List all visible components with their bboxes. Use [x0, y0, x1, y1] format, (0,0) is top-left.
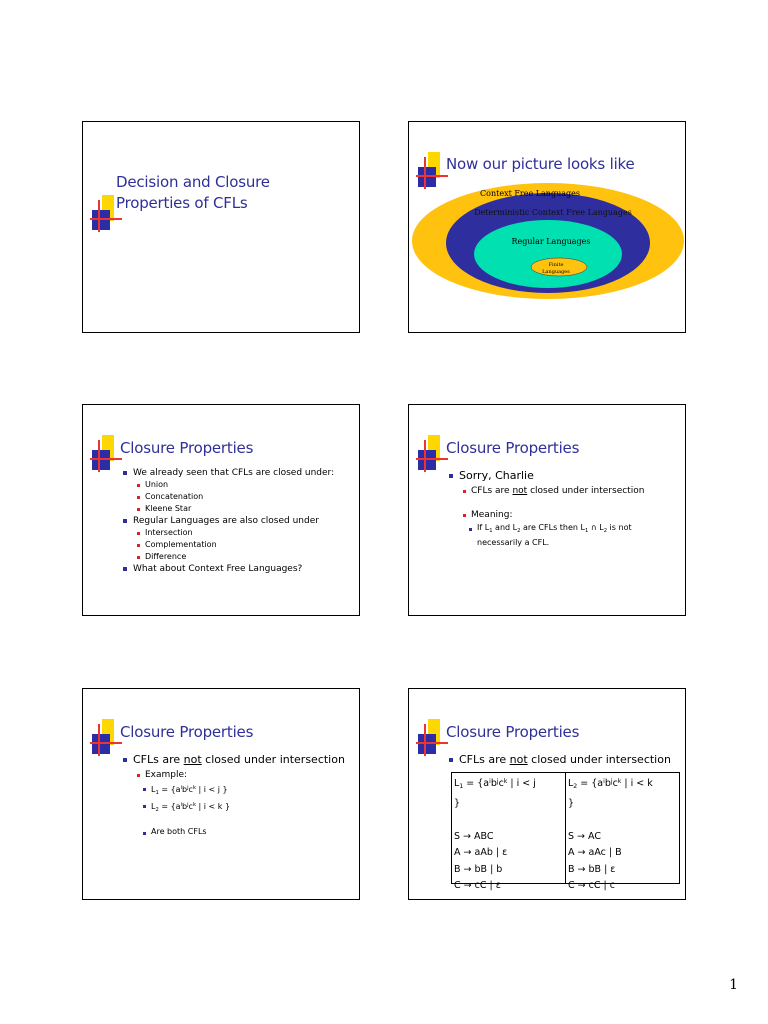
slide-5 — [82, 688, 360, 900]
language-def: $L_1 = \{a^ib^jc^k$ | i < j — [454, 778, 536, 790]
list-item: $L_2 = \{a^ib^jc^k$ | i < k } — [121, 799, 351, 816]
slide-title: Now our picture looks like — [446, 155, 635, 173]
list-item: Kleene Star — [121, 503, 351, 515]
slide-title: Closure Properties — [120, 723, 254, 741]
dcfl-label: Deterministic Context Free Languages — [474, 208, 632, 217]
slide-2 — [408, 121, 686, 333]
slide-logo-icon — [416, 435, 450, 475]
grammar-rule: A → aAb | ε — [454, 847, 508, 858]
list-item: Example: — [121, 768, 351, 782]
slide-title: Closure Properties — [120, 439, 254, 457]
list-item: CFLs are not closed under intersection — [447, 752, 677, 768]
title-line-2: Properties of CFLs — [116, 194, 248, 212]
bullet-list — [447, 752, 677, 768]
list-item: CFLs are not closed under intersection — [447, 484, 677, 498]
grammar-column-l1 — [452, 773, 565, 891]
list-item: Intersection — [121, 527, 351, 539]
language-def: $L_2 = \{a^ib^jc^k$ | i < k — [568, 778, 653, 790]
grammar-rule: S → ABC — [454, 830, 494, 842]
grammar-rule: B → bB | ε — [568, 863, 616, 875]
list-item: Sorry, Charlie — [447, 468, 677, 484]
cfl-label: Context Free Languages — [480, 189, 580, 198]
list-item: Concatenation — [121, 491, 351, 503]
bullet-list — [121, 752, 351, 838]
slide-logo-icon — [90, 719, 124, 759]
bullet-list — [447, 468, 677, 549]
list-item: What about Context Free Languages? — [121, 563, 351, 575]
language-def-close: } — [454, 797, 461, 809]
list-item: We already seen that CFLs are closed under: — [121, 467, 351, 479]
title-line-1: Decision and Closure — [116, 173, 270, 191]
grammar-column-l2 — [565, 773, 679, 891]
list-item: Difference — [121, 551, 351, 563]
list-item: Complementation — [121, 539, 351, 551]
finite-label-2: Languages — [542, 269, 570, 275]
regular-label: Regular Languages — [511, 237, 591, 246]
slide-logo-icon — [416, 719, 450, 759]
grammar-rule: C → cC | c — [568, 880, 615, 891]
regular-ellipse — [474, 220, 622, 288]
list-item: Are both CFLs — [121, 826, 351, 838]
list-item: Regular Languages are also closed under — [121, 515, 351, 527]
slide-title — [116, 172, 270, 214]
list-item: CFLs are not closed under intersection — [121, 752, 351, 768]
grammar-rule: A → aAc | B — [568, 847, 622, 858]
finite-label-1: Finite — [548, 262, 564, 268]
list-item: Meaning: — [447, 508, 677, 522]
slide-6 — [408, 688, 686, 900]
slide-4 — [408, 404, 686, 616]
grammar-rule: B → bB | b — [454, 863, 503, 875]
grammar-table — [451, 772, 680, 891]
bullet-list — [121, 467, 351, 575]
page-number: 1 — [729, 977, 738, 993]
slide-logo-icon — [90, 435, 124, 475]
slide-3 — [82, 404, 360, 616]
slide-title: Closure Properties — [446, 723, 580, 741]
slide-title: Closure Properties — [446, 439, 580, 457]
grammar-rule: S → AC — [568, 830, 601, 842]
list-item: $L_1 = \{a^ib^jc^k$ | i < j } — [121, 782, 351, 799]
list-item: Union — [121, 479, 351, 491]
language-def-close: } — [568, 797, 575, 809]
list-item: If $L_1$ and $L_2$ are CFLs then $L_1$ ∩ $L_2$ is not necessarily a CFL. — [447, 522, 677, 549]
language-hierarchy-diagram — [409, 177, 686, 307]
grammar-rule: C → cC | ε — [454, 880, 501, 891]
slide-1 — [82, 121, 360, 333]
